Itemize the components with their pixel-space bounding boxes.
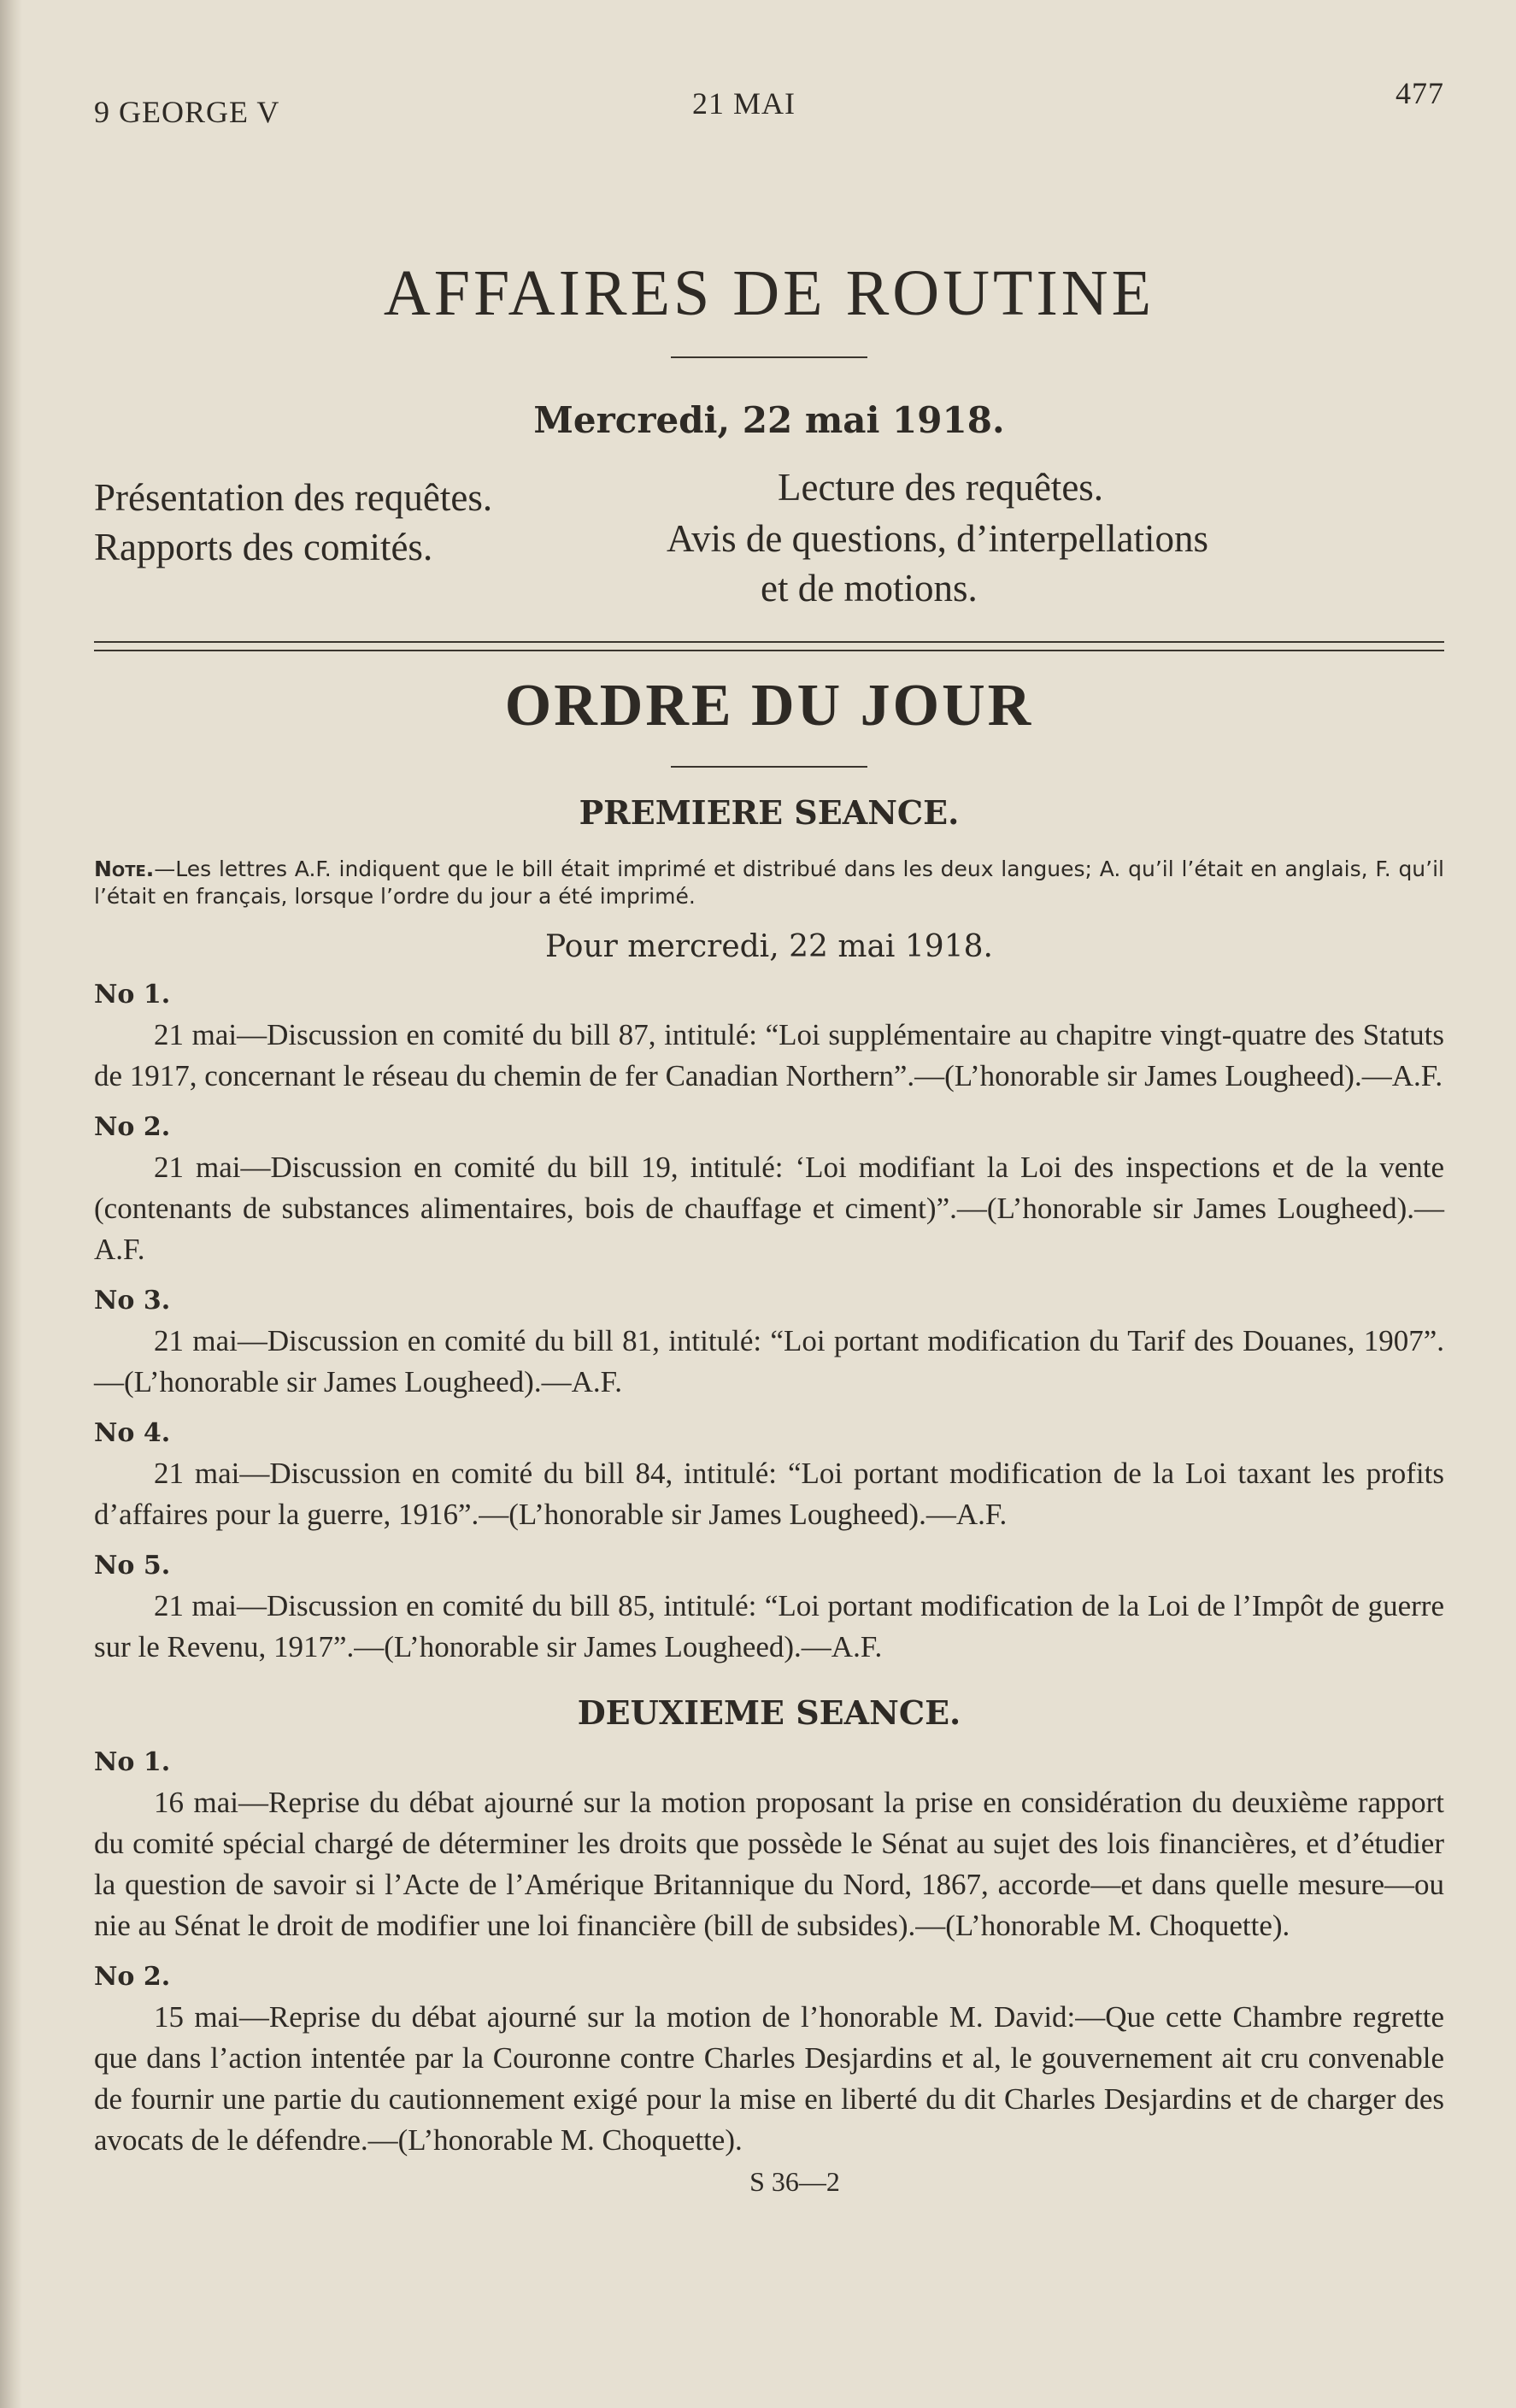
order-item-number: No 1. [94,1747,171,1777]
order-item-text: 21 mai—Discussion en comité du bill 19, intitulé: ‘Loi modifiant la Loi des inspections et de la vente (contenants de substances alimentaires, bois de chauffage et ciment)”.—(L’honorable sir James Lougheed).—A.F. [94,1151,1444,1266]
order-item-number: No 4. [94,1418,171,1448]
session-date: Mercredi, 22 mai 1918. [533,399,1005,441]
running-head [94,68,1444,128]
routine-item-presentation: Présentation des requêtes. [94,476,493,519]
order-item [94,980,1444,1097]
order-item [94,1962,1444,2161]
order-item-number: No 2. [94,1962,171,1992]
title-rule [671,356,867,358]
order-item-number: No 1. [94,980,171,1010]
running-head-left: 9 GEORGE V [94,95,280,129]
order-item-number: No 3. [94,1286,171,1316]
routine-item-lecture: Lecture des requêtes. [778,466,1104,509]
running-head-date: 21 MAI [692,86,796,121]
order-item [94,1112,1444,1270]
order-item-text: 15 mai—Reprise du débat ajourné sur la motion de l’honorable M. David:—Que cette Chambre regrette que dans l’action intentée par la Couronne contre Charles Desjardins et al, le gouvernement ait cru convenable de fournir une partie du cautionnement exigé pour la mise en liberté du dit Charles Desjardins et de charger des avocats de le défendre.—(L’honorable M. Choquette). [94,2000,1444,2157]
page-title: AFFAIRES DE ROUTINE [383,257,1155,329]
page-number: 477 [1396,76,1444,110]
order-item-number: No 2. [94,1112,171,1142]
order-item-text: 16 mai—Reprise du débat ajourné sur la motion proposant la prise en considération du deuxième rapport du comité spécial chargé de déterminer les droits que possède le Sénat au sujet des lois financières, et d’étudier la question de savoir si l’Acte de l’Amérique Britannique du Nord, 1867, accorde—et dans quelle mesure—ou nie au Sénat le droit de modifier une loi financière (bill de subsides).—(L’honorable M. Choquette). [94,1786,1444,1942]
routine-business-list [94,465,1444,609]
ordre-du-jour-title: ORDRE DU JOUR [504,673,1034,739]
note-text: —Les lettres A.F. indiquent que le bill était imprimé et distribué dans les deux langues; A. qu’il l’était en anglais, F. qu’il l’était en français, lorsque l’ordre du jour a été imprimé. [94,857,1444,909]
routine-item-rapports: Rapports des comités. [94,526,433,568]
order-item [94,1551,1444,1668]
printer-signature: S 36—2 [749,2166,840,2197]
order-item-text: 21 mai—Discussion en comité du bill 85, intitulé: “Loi portant modification de la Loi de l’Impôt de guerre sur le Revenu, 1917”.—(L’honorable sir James Lougheed).—A.F. [94,1589,1444,1663]
routine-item-avis-cont: et de motions. [761,567,978,609]
page-spine-shadow [0,0,22,2408]
ordre-rule [671,766,867,768]
first-sitting-heading: PREMIERE SEANCE. [579,793,960,832]
order-item-text: 21 mai—Discussion en comité du bill 84, intitulé: “Loi portant modification de la Loi taxant les profits d’affaires pour la guerre, 1916”.—(L’honorable sir James Lougheed).—A.F. [94,1457,1444,1531]
note-paragraph [94,856,1444,910]
order-item-text: 21 mai—Discussion en comité du bill 81, intitulé: “Loi portant modification du Tarif des Douanes, 1907”.—(L’honorable sir James Lougheed).—A.F. [94,1324,1444,1398]
routine-item-avis: Avis de questions, d’interpellations [667,517,1209,560]
second-sitting-heading: DEUXIEME SEANCE. [577,1693,961,1732]
order-item-number: No 5. [94,1551,171,1581]
document-page [94,68,1444,2376]
note-label: Note. [94,857,155,881]
section-divider [94,641,1444,651]
order-item-text: 21 mai—Discussion en comité du bill 87, intitulé: “Loi supplémentaire au chapitre vingt-quatre des Statuts de 1917, concernant le réseau du chemin de fer Canadian Northern”.—(L’honorable sir James Lougheed).—A.F. [94,1018,1444,1092]
order-item [94,1286,1444,1403]
order-item [94,1418,1444,1535]
first-sitting-date: Pour mercredi, 22 mai 1918. [545,929,993,964]
order-item [94,1747,1444,1946]
